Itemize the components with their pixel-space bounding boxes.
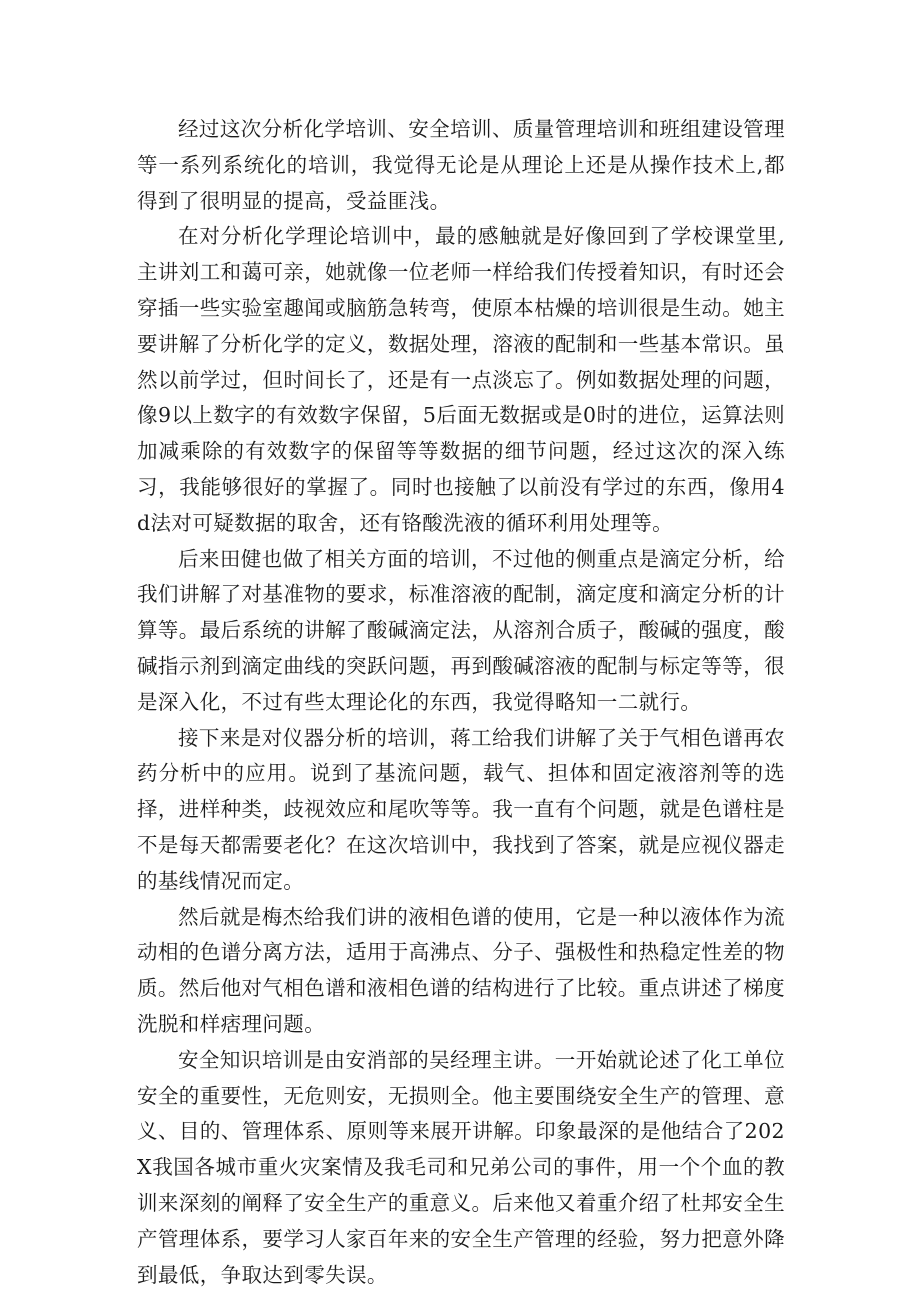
paragraph-analytical-chemistry: 在对分析化学理论培训中，最的感触就是好像回到了学校课堂里,主讲刘工和蔼可亲，她就像一位老师一样给我们传授着知识，有时还会穿插一些实验室趣闻或脑筋急转弯，使原本枯燥的培训很是生动。她主要讲解了分析化学的定义，数据处理，溶液的配制和一些基本常识。虽然以前学过，但时间长了，还是有一点淡忘了。例如数据处理的问题，像9以上数字的有效数字保留，5后面无数据或是0时的进位，运算法则加减乘除的有效数字的保留等等数据的细节问题，经过这次的深入练习，我能够很好的掌握了。同时也接触了以前没有学过的东西，像用4d法对可疑数据的取舍，还有铬酸洗液的循环利用处理等。 — [137, 224, 785, 535]
paragraph-liquid-chromatography: 然后就是梅杰给我们讲的液相色谱的使用，它是一种以液体作为流动相的色谱分离方法，适用于高沸点、分子、强极性和热稳定性差的物质。然后他对气相色谱和液相色谱的结构进行了比较。重点讲述了梯度洗脱和样痞理问题。 — [137, 904, 785, 1036]
paragraph-training-overview: 经过这次分析化学培训、安全培训、质量管理培训和班组建设管理等一系列系统化的培训，我觉得无论是从理论上还是从操作技术上,都得到了很明显的提高，受益匪浅。 — [137, 117, 785, 213]
paragraph-safety-training: 安全知识培训是由安消部的吴经理主讲。一开始就论述了化工单位安全的重要性，无危则安，无损则全。他主要围绕安全生产的管理、意义、目的、管理体系、原则等来展开讲解。印象最深的是他结合了202X我国各城市重火灾案情及我毛司和兄弟公司的事件，用一个个血的教训来深刻的阐释了安全生产的重意义。后来他又着重介绍了杜邦安全生产管理体系，要学习人家百年来的安全生产管理的经验，努力把意外降到最低，争取达到零失误。 — [137, 1047, 785, 1287]
paragraph-titration-analysis: 后来田健也做了相关方面的培训，不过他的侧重点是滴定分析，给我们讲解了对基准物的要求，标准溶液的配制，滴定度和滴定分析的计算等。最后系统的讲解了酸碱滴定法，从溶剂合质子，酸碱的强度，酸碱指示剂到滴定曲线的突跃问题，再到酸碱溶液的配制与标定等等，很是深入化，不过有些太理论化的东西，我觉得略知一二就行。 — [137, 546, 785, 714]
paragraph-gas-chromatography: 接下来是对仪器分析的培训，蒋工给我们讲解了关于气相色谱再农药分析中的应用。说到了基流问题，载气、担体和固定液溶剂等的选择，进样种类，歧视效应和尾吹等等。我一直有个问题，就是色谱柱是不是每天都需要老化？在这次培训中，我找到了答案，就是应视仪器走的基线情况而定。 — [137, 725, 785, 893]
document-body — [137, 112, 785, 1293]
